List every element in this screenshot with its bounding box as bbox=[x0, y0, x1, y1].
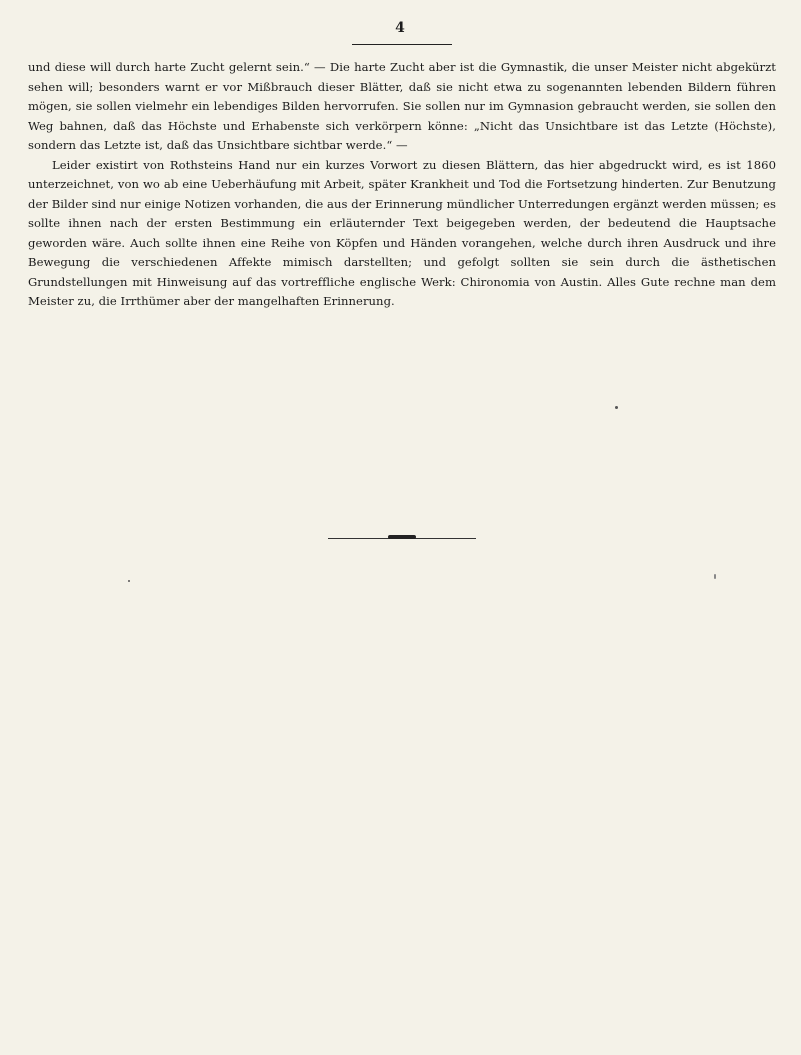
page-number-rule bbox=[352, 44, 452, 45]
paragraph-1: und diese will durch harte Zucht gelernt sein.“ — Die harte Zucht aber ist die Gymnastik, die unser Meister nicht abgekürzt sehen will; besonders warnt er vor Mißbrauch dieser Blätter, daß sie nicht etwa zu sogenannten lebenden Bildern führen mögen, sie sollen vielmehr ein lebendiges Bilden hervorrufen. Sie sollen nur im Gymnasion gebraucht werden, sie sollen den Weg bahnen, daß das Höchste und Erhabenste sich verkörpern könne: „Nicht das Unsichtbare ist das Letzte (Höchste), sondern das Letzte ist, daß das Unsichtbare sichtbar werde.“ — bbox=[28, 60, 776, 152]
print-speck bbox=[615, 406, 618, 409]
closing-rule-ornament bbox=[388, 535, 416, 539]
paragraph-2: Leider existirt von Rothsteins Hand nur ein kurzes Vorwort zu diesen Blättern, das hier abgedruckt wird, es ist 1860 unterzeichnet, von wo ab eine Ueberhäufung mit Arbeit, später Krankheit und Tod die Fortsetzung hinderten. Zur Benutzung der Bilder sind nur einige Notizen vorhanden, die aus der Erinnerung mündlicher Unterredungen ergänzt werden müssen; es sollte ihnen nach der ersten Bestimmung ein erläuternder Text beigegeben werden, der bedeutend die Hauptsache geworden wäre. Auch sollte ihnen eine Reihe von Köpfen und Händen vorangehen, welche durch ihren Ausdruck und ihre Bewegung die verschiedenen Affekte mimisch darstellten; und gefolgt sollten sie sein durch die ästhetischen Grundstellungen mit Hinweisung auf das vortreffliche englische Werk: Chironomia von Austin. Alles Gute rechne man dem Meister zu, die Irrthümer aber der mangelhaften Erinnerung. bbox=[28, 157, 776, 308]
body-text bbox=[28, 58, 776, 312]
page-number: 4 bbox=[395, 20, 405, 36]
print-speck bbox=[714, 574, 716, 579]
print-speck bbox=[128, 580, 130, 582]
